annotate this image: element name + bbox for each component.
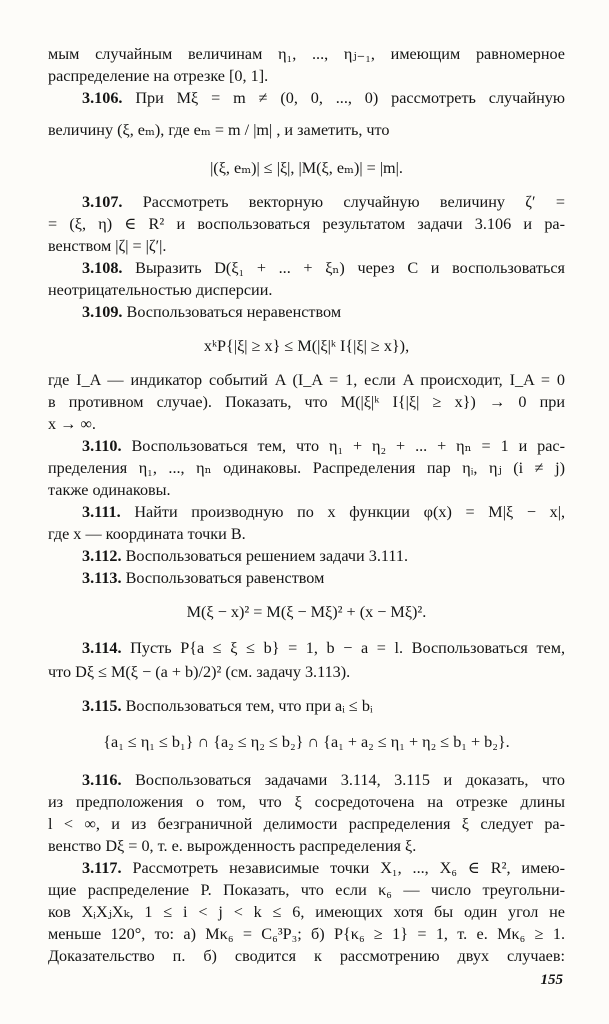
line-text: меньше 120°, то: а) Mκ₆ = C₆³P₃; б) P{κ₆ ≥ 1} = 1, т. е. Mκ₆ ≥ 1. [48, 925, 565, 943]
line-text: Воспользоваться тем, что при aᵢ ≤ bᵢ [121, 697, 373, 715]
problem-number: 3.111. [82, 503, 121, 521]
line-text: Воспользоваться равенством [121, 569, 325, 587]
line-text: ков XᵢXⱼXₖ, 1 ≤ i < j < k ≤ 6, имеющих хотя бы один угол не [48, 903, 565, 921]
line-text: Доказательство п. б) сводится к рассмотрению двух случаев: [48, 947, 565, 965]
line-text: Выразить D(ξ₁ + ... + ξₙ) через C и воспользоваться [122, 259, 565, 277]
text-line [48, 546, 565, 566]
problem-number: 3.117. [82, 859, 122, 877]
problem-number: 3.106. [82, 89, 123, 107]
text-line [48, 638, 565, 658]
line-text: неотрицательностью дисперсии. [48, 281, 273, 299]
text-line [48, 88, 565, 108]
line-text: где x — координата точки B. [48, 525, 246, 543]
line-text: При Mξ = m ≠ (0, 0, ..., 0) рассмотреть случайную [122, 89, 565, 107]
line-text: {a₁ ≤ η₁ ≤ b₁} ∩ {a₂ ≤ η₂ ≤ b₂} ∩ {a₁ + a₂ ≤ η₁ + η₂ ≤ b₁ + b₂}. [103, 733, 510, 751]
line-text: Воспользоваться решением задачи 3.111. [121, 547, 409, 565]
text-line [48, 858, 565, 878]
line-text: Найти производную по x функции φ(x) = M|ξ − x|, [120, 503, 565, 521]
line-text: венством |ζ| = |ζ′|. [48, 237, 167, 255]
problem-number: 3.110. [82, 437, 122, 455]
text-line [48, 524, 565, 544]
line-text: x → ∞. [48, 415, 96, 433]
line-text: M(ξ − x)² = M(ξ − Mξ)² + (x − Mξ)². [186, 603, 427, 621]
line-text: венство Dξ = 0, т. е. вырожденность распределения ξ. [48, 837, 417, 855]
problem-number: 3.109. [82, 303, 123, 321]
line-text: Воспользоваться тем, что η₁ + η₂ + ... + ηₙ = 1 и рас- [121, 437, 565, 455]
line-text: мым случайным величинам η₁, ..., ηⱼ₋₁, имеющим равномерное [48, 45, 565, 63]
text-line [48, 370, 565, 390]
line-text: в противном случае). Показать, что M(|ξ|ᵏ I{|ξ| ≥ x}) → 0 при [48, 393, 565, 411]
line-text: величину (ξ, eₘ), где eₘ = m / |m| , и заметить, что [48, 121, 390, 139]
line-text: пределения η₁, ..., ηₙ одинаковы. Распределения пар ηᵢ, ηⱼ (i ≠ j) [48, 459, 565, 477]
line-text: распределение на отрезке [0, 1]. [48, 67, 269, 85]
text-line [48, 236, 565, 256]
line-text: l < ∞, и из безграничной делимости распределения ξ следует ра- [48, 815, 565, 833]
text-line [48, 814, 565, 834]
text-line [48, 120, 565, 140]
line-text: Воспользоваться неравенством [122, 303, 342, 321]
text-line [48, 192, 565, 212]
text-line [48, 280, 565, 300]
text-line [48, 336, 565, 356]
line-text: |(ξ, eₘ)| ≤ |ξ|, |M(ξ, eₘ)| = |m|. [210, 159, 403, 177]
page-number: 155 [540, 972, 563, 988]
text-line [48, 392, 565, 412]
text-line [48, 502, 565, 522]
line-text: Рассмотреть независимые точки X₁, ..., X₆ ∈ R², имею- [121, 859, 565, 877]
line-text: из предположения о том, что ξ сосредоточена на отрезке длины [48, 793, 565, 811]
text-line [48, 792, 565, 812]
line-text: также одинаковы. [48, 481, 171, 499]
text-line [48, 44, 565, 64]
text-line [48, 770, 565, 790]
text-line [48, 458, 565, 478]
problem-number: 3.112. [82, 547, 122, 565]
line-text: = (ξ, η) ∈ R² и воспользоваться результатом задачи 3.106 и ра- [48, 215, 565, 233]
line-text: Воспользоваться задачами 3.114, 3.115 и доказать, что [121, 771, 565, 789]
text-line [48, 696, 565, 716]
problem-number: 3.115. [82, 697, 122, 715]
text-line [48, 302, 565, 322]
text-line [48, 568, 565, 588]
line-text: Рассмотреть векторную случайную величину ζ′ = [122, 193, 565, 211]
text-line [48, 414, 565, 434]
text-line [48, 480, 565, 500]
text-line [48, 924, 565, 944]
text-line [48, 258, 565, 278]
text-line [48, 946, 565, 966]
text-line [48, 214, 565, 234]
line-text: xᵏP{|ξ| ≥ x} ≤ M(|ξ|ᵏ I{|ξ| ≥ x}), [203, 337, 410, 355]
line-text: что Dξ ≤ M(ξ − (a + b)/2)² (см. задачу 3.113). [48, 663, 351, 681]
problem-number: 3.114. [82, 639, 122, 657]
line-text: щие распределение P. Показать, что если κ₆ — число треугольни- [48, 881, 565, 899]
text-line [48, 880, 565, 900]
text-line [48, 732, 565, 752]
problem-number: 3.116. [82, 771, 122, 789]
problem-number: 3.113. [82, 569, 122, 587]
line-text: где I_A — индикатор событий A (I_A = 1, если A происходит, I_A = 0 [48, 371, 565, 389]
text-line [48, 662, 565, 682]
text-line [48, 836, 565, 856]
text-line [48, 436, 565, 456]
problem-number: 3.107. [82, 193, 123, 211]
line-text: Пусть P{a ≤ ξ ≤ b} = 1, b − a = l. Воспользоваться тем, [121, 639, 565, 657]
text-line [48, 66, 565, 86]
text-line [48, 602, 565, 622]
text-line [48, 158, 565, 178]
problem-number: 3.108. [82, 259, 123, 277]
text-line [48, 902, 565, 922]
